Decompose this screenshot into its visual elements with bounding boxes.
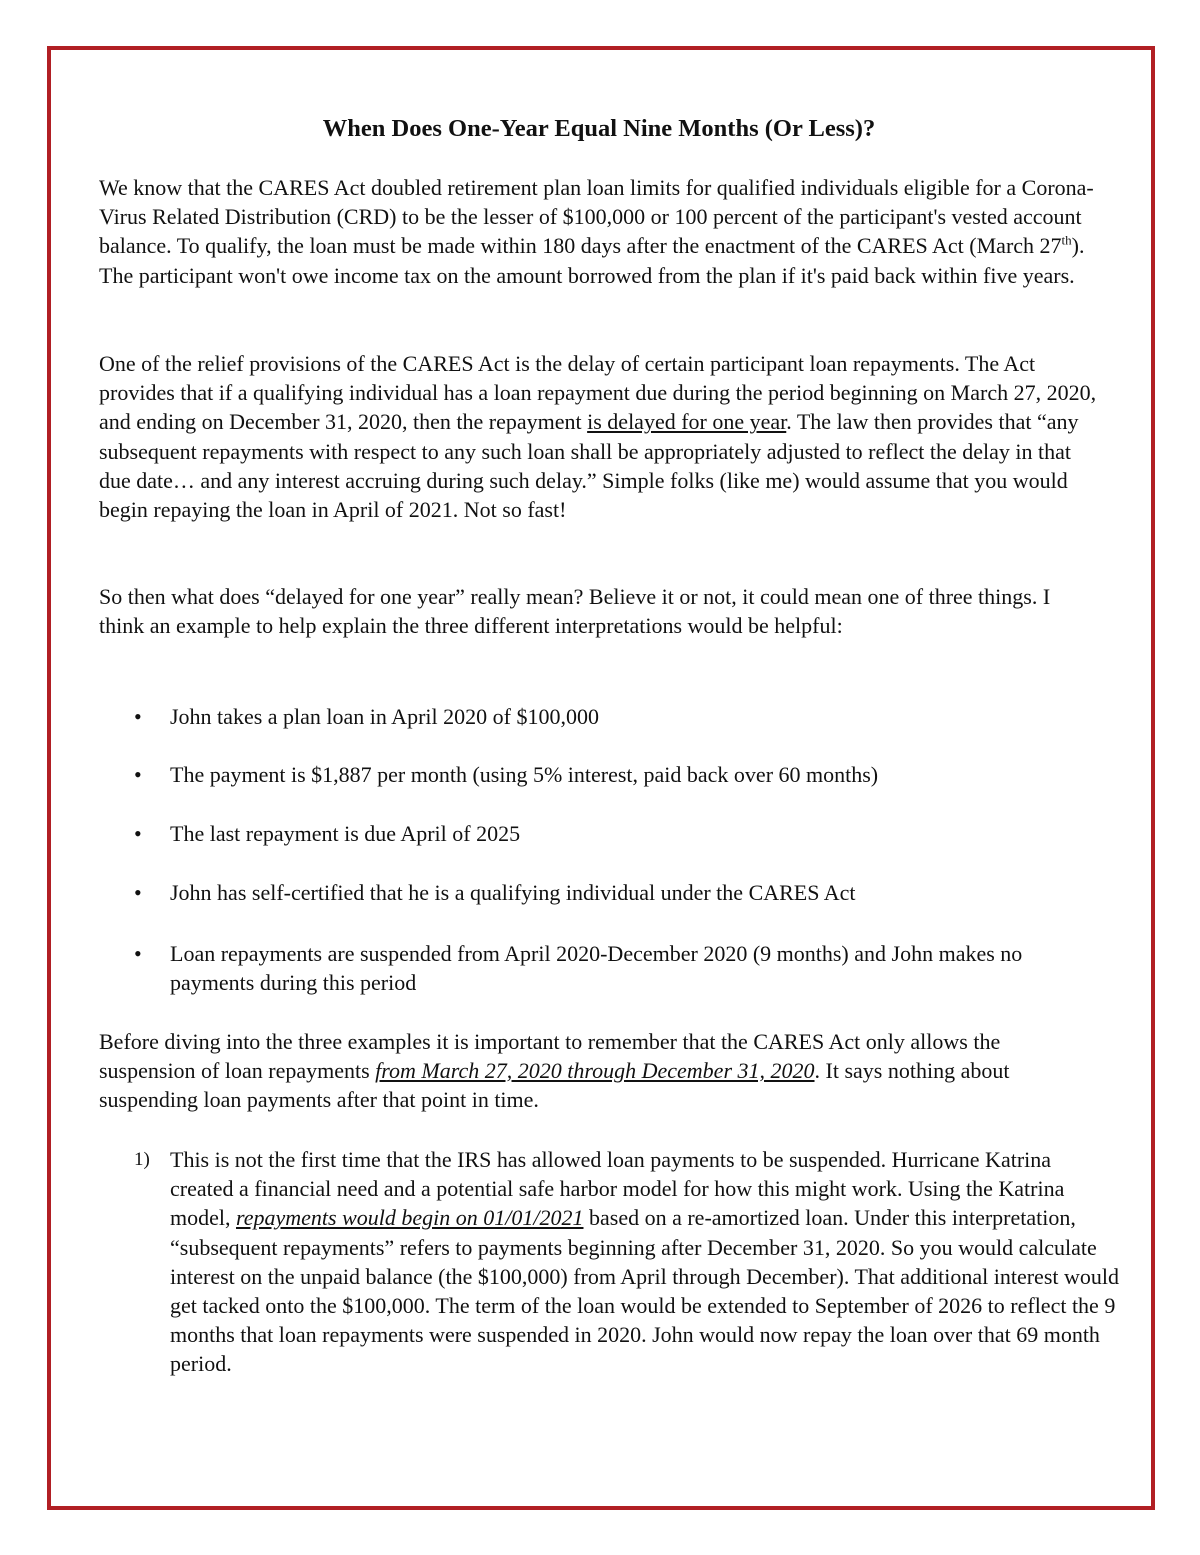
paragraph-intro — [99, 173, 1109, 290]
bullet-text: John takes a plan loan in April 2020 of $100,000 — [170, 704, 599, 729]
document-title: When Does One-Year Equal Nine Months (Or Less)? — [322, 115, 876, 142]
examples-text-1: Before diving into the three examples it is important to remember that the CARES Act only allows the suspension of loan repayments — [99, 1029, 1001, 1084]
examples-text-2: . It says nothing about suspending loan payments after that point in time. — [99, 1058, 1010, 1113]
katrina-text-1: This is not the first time that the IRS has allowed loan payments to be suspended. Hurricane Katrina created a financial need and a potential safe harbor model for how this might work. Using the Katrina model, — [170, 1147, 1065, 1231]
bullet-text: The last repayment is due April of 2025 — [170, 821, 521, 846]
katrina-emphasis: repayments would begin on 01/01/2021 — [236, 1205, 584, 1231]
bullet-marker: • — [134, 704, 142, 729]
bullet-marker: • — [134, 762, 142, 787]
examples-emphasis: from March 27, 2020 through December 31, 2020 — [375, 1058, 815, 1084]
bullet-text: Loan repayments are suspended from April 2020-December 2020 (9 months) and John makes no payments during this period — [170, 941, 1023, 996]
relief-text-2: . The law then provides that “any subsequent repayments with respect to any such loan shall be appropriately adjusted to reflect the delay in that due date… and any interest accruing during such delay.” Simple folks (like me) would assume that you would begin repaying the loan in April of 2021. Not so fast! — [99, 409, 1079, 523]
bullet-marker: • — [134, 880, 142, 905]
numbered-item-marker: 1) — [134, 1149, 150, 1170]
bullet-text: The payment is $1,887 per month (using 5% interest, paid back over 60 months) — [170, 762, 879, 787]
bullet-text: John has self-certified that he is a qualifying individual under the CARES Act — [170, 880, 856, 905]
bullet-marker: • — [134, 941, 142, 966]
intro-superscript: th — [1061, 233, 1072, 249]
relief-text-1: One of the relief provisions of the CARES Act is the delay of certain participant loan repayments. The Act provides that if a qualifying individual has a loan repayment due during the period beginning on March 27, 2020, and ending on December 31, 2020, then the repayment — [99, 351, 1097, 435]
intro-text-1: We know that the CARES Act doubled retirement plan loan limits for qualified individuals eligible for a Corona-Virus Related Distribution (CRD) to be the lesser of $100,000 or 100 percent of the participant's vested account balance. To qualify, the loan must be made within 180 days after the enactment of the CARES Act (March 27 — [99, 175, 1094, 259]
paragraph-question: So then what does “delayed for one year” really mean? Believe it or not, it could mean one of three things. I think an example to help explain the three different interpretations would be helpful: — [99, 584, 1051, 639]
paragraph-relief — [99, 349, 1099, 524]
bullet-marker: • — [134, 821, 142, 846]
intro-text-2: ). The participant won't owe income tax on the amount borrowed from the plan if it's paid back within five years. — [99, 233, 1085, 288]
paragraph-before-examples — [99, 1027, 1099, 1115]
katrina-text-2: based on a re-amortized loan. Under this interpretation, “subsequent repayments” refers to payments beginning after December 31, 2020. So you would calculate interest on the unpaid balance (the $100,000) from April through December). That additional interest would get tacked onto the $100,000. The term of the loan would be extended to September of 2026 to reflect the 9 months that loan repayments were suspended in 2020. John would now repay the loan over that 69 month period. — [170, 1205, 1119, 1377]
numbered-item-text — [170, 1145, 1120, 1379]
relief-underlined: is delayed for one year — [587, 409, 787, 435]
